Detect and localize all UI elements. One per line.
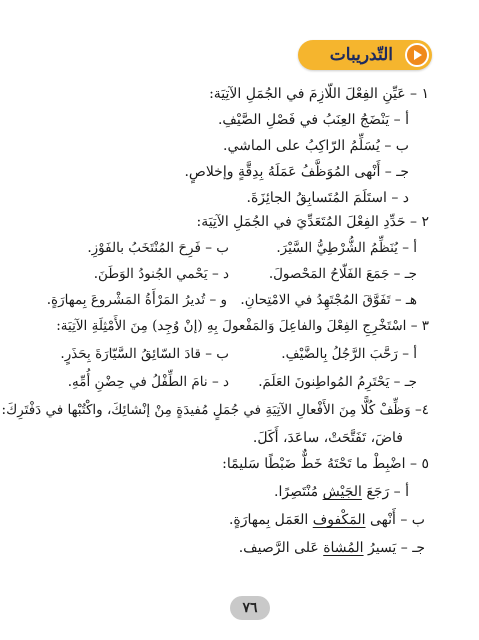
q5-item-text: أ – رَجَعَ	[361, 484, 409, 500]
q3-stem: ٣ – اسْتَخْرِجِ الفِعْلَ والفاعِلَ وَالمَفْعولَ بِهِ (إنْ وُجِد) مِنَ الأَمْثِلَةِ الآتِيَة:	[56, 318, 429, 334]
q1-item: د – استَلَمَ المُتَسابِقُ الجائِزَةَ.	[246, 190, 409, 206]
q2-item: ب – فَرِحَ المُنْتَخَبُ بالفَوْزِ.	[87, 240, 229, 256]
q5-underlined-word: المُشاة	[323, 540, 364, 556]
q3-item: ب – قادَ السّائِقُ السَّيّارَةَ بِحَذَرٍ.	[60, 346, 229, 362]
q5-underlined-word: المَكْفوف	[312, 512, 366, 528]
q4-words: فاضَ، تَفَتَّحَتْ، ساعَدَ، أَكَلَ.	[252, 430, 403, 446]
q5-stem: ٥ – اضْبِطْ ما تَحْتَهُ خَطٌّ ضَبْطًا سَليمًا:	[222, 456, 429, 472]
q5-item	[229, 510, 425, 530]
q4-stem: ٤– وَظِّفْ كُلًّا مِنَ الأَفْعالِ الآتِيَةِ في جُمَلٍ مُفيدَةٍ مِنْ إنْشائِكَ، واكْتُبْها في دَفْتَرِكَ:	[1, 402, 429, 418]
q3-item: أ – رَحَّبَ الرَّجُلُ بِالضَّيْفِ.	[281, 346, 417, 362]
q1-item: جـ – أَنْهى المُوَظَّفُ عَمَلَهُ بِدِقَّةٍ وإخلاصٍ.	[184, 164, 409, 180]
q5-item-text: العَمَل بِمهارَةٍ.	[228, 512, 313, 528]
q1-item: ب – يُسَلِّمُ الرّاكِبُ على الماشي.	[223, 138, 409, 154]
q5-item-text: مُنْتَصِرًا.	[274, 484, 323, 500]
q2-item: جـ – جَمَعَ الفَلّاحُ المَحْصولَ.	[268, 266, 417, 282]
q5-item-text: عَلى الرَّصيف.	[238, 540, 324, 556]
q5-item	[274, 482, 409, 502]
q3-item: د – نامَ الطِّفْلُ في حِضْنِ أُمِّهِ.	[67, 374, 229, 390]
q2-item: هـ – تَفَوَّقَ المُجْتَهِدُ في الامْتِحانِ.	[240, 292, 417, 308]
q2-item: و – تُديرُ المَرْأَةُ المَشْروعَ بِمهارَةٍ.	[46, 292, 227, 308]
q3-item: جـ – يَحْتَرِمُ المُواطِنونَ العَلَمَ.	[258, 374, 417, 390]
q2-item: أ – يُنَظِّمُ الشُّرْطِيُّ السَّيْرَ.	[276, 240, 417, 256]
q1-item: أ – يَنْضَجُ العِنَبُ في فَصْلِ الصَّيْفِ.	[217, 112, 409, 128]
q5-item-text: ب – أَنْهى	[365, 512, 425, 528]
section-title: التّدريبات	[329, 45, 393, 65]
q1-stem: ١ – عَيِّنِ الفِعْلَ اللّازِمَ في الجُمَلِ الآتِيَة:	[209, 86, 429, 102]
q5-item	[239, 538, 425, 558]
q2-item: د – يَحْمي الجُنودُ الوَطَنَ.	[93, 266, 229, 282]
q5-item-text: جـ – يَسيرُ	[363, 540, 425, 556]
q5-underlined-word: الجَيْش	[322, 484, 362, 500]
page-number: ٧٦	[230, 596, 270, 620]
q2-stem: ٢ – حَدِّدِ الفِعْلَ المُتَعَدِّيَ في الجُمَلِ الآتِيَة:	[196, 214, 429, 230]
